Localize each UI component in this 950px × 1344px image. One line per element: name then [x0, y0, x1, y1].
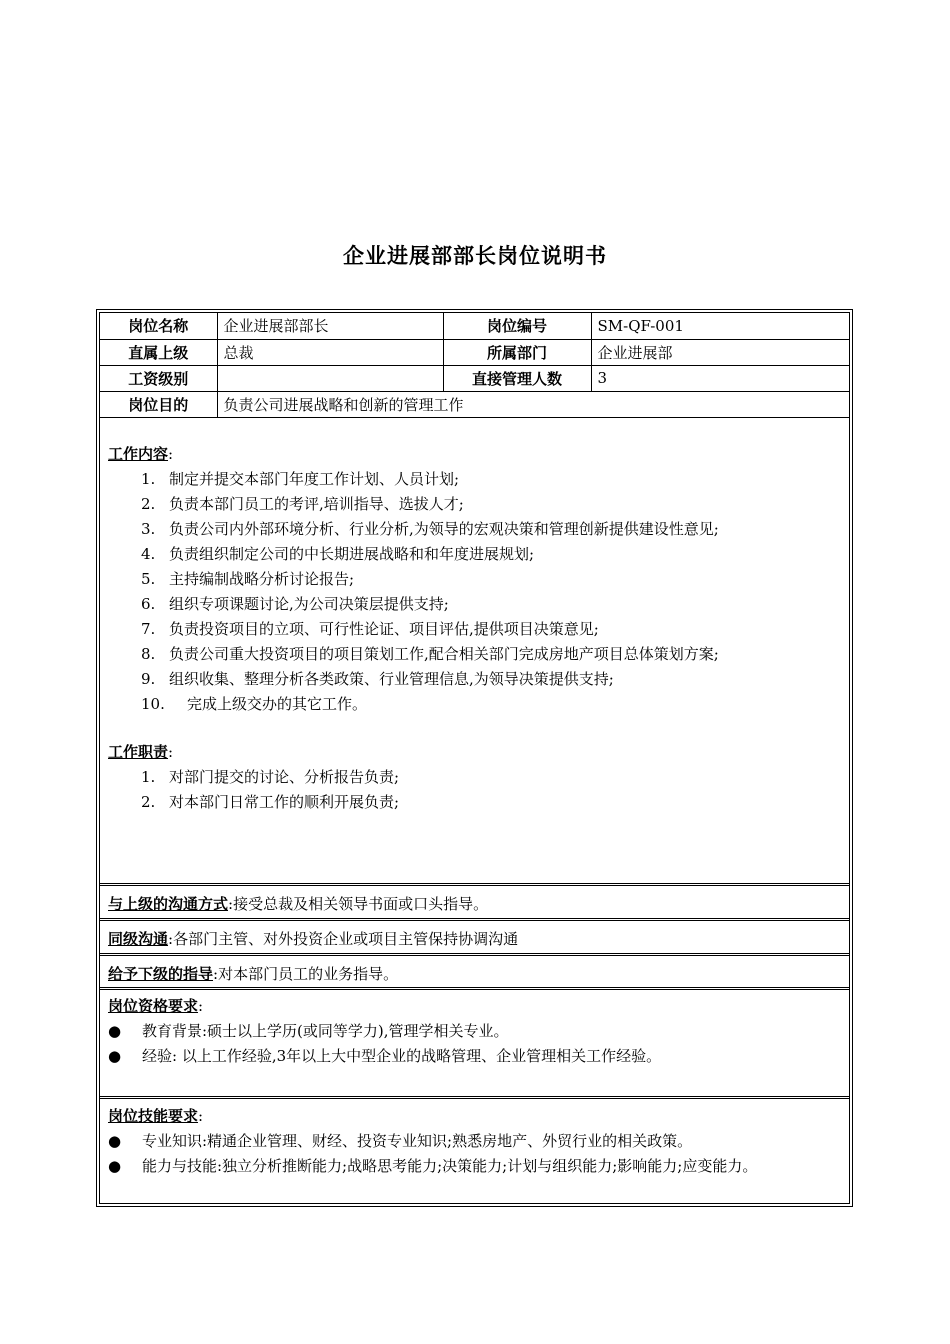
department-value: 企业进展部 [591, 339, 849, 365]
list-item: 2. 对本部门日常工作的顺利开展负责; [141, 793, 400, 811]
duties-heading: 工作职责 [108, 743, 169, 761]
qualifications-colon: : [198, 997, 204, 1015]
qualifications-heading: 岗位资格要求 [108, 997, 199, 1015]
info-row [100, 365, 849, 391]
work-content-heading: 工作内容 [108, 445, 169, 463]
bullet-icon: ● [108, 1022, 122, 1040]
work-content-colon: : [168, 445, 174, 463]
direct-reports-value: 3 [591, 365, 849, 391]
basic-info-table [100, 313, 849, 418]
guidance-down-text: :对本部门员工的业务指导。 [213, 965, 399, 983]
department-label: 所属部门 [443, 339, 591, 365]
qualifications-section [108, 995, 841, 1016]
duties-colon: : [168, 743, 174, 761]
list-item: 3. 负责公司内外部环境分析、行业分析,为领导的宏观决策和管理创新提供建设性意见; [141, 520, 719, 538]
section-divider [100, 987, 849, 990]
list-item: 8. 负责公司重大投资项目的项目策划工作,配合相关部门完成房地产项目总体策划方案; [141, 645, 719, 663]
list-item: 10. 完成上级交办的其它工作。 [141, 695, 368, 713]
list-item: 9. 组织收集、整理分析各类政策、行业管理信息,为领导决策提供支持; [141, 670, 614, 688]
position-name-value: 企业进展部部长 [217, 313, 443, 339]
page-title: 企业进展部部长岗位说明书 [343, 244, 607, 268]
list-item: 6. 组织专项课题讨论,为公司决策层提供支持; [141, 595, 449, 613]
list-item: ● 专业知识:精通企业管理、财经、投资专业知识;熟悉房地产、外贸行业的相关政策。 [108, 1132, 693, 1150]
salary-grade-value [217, 365, 443, 391]
communication-up-section [108, 893, 841, 914]
work-content-section [108, 443, 841, 464]
info-row [100, 391, 849, 417]
communication-up-text: :接受总裁及相关领导书面或口头指导。 [228, 895, 489, 913]
superior-label: 直属上级 [100, 339, 217, 365]
purpose-label: 岗位目的 [100, 391, 217, 417]
job-description-form [96, 309, 853, 1207]
skills-colon: : [198, 1107, 204, 1125]
communication-up-heading: 与上级的沟通方式 [108, 895, 229, 913]
list-item: 1. 制定并提交本部门年度工作计划、人员计划; [141, 470, 460, 488]
position-code-label: 岗位编号 [443, 313, 591, 339]
list-item: 2. 负责本部门员工的考评,培训指导、选拔人才; [141, 495, 464, 513]
bullet-icon: ● [108, 1047, 122, 1065]
purpose-value: 负责公司进展战略和创新的管理工作 [217, 391, 849, 417]
skills-heading: 岗位技能要求 [108, 1107, 199, 1125]
guidance-down-heading: 给予下级的指导 [108, 965, 214, 983]
communication-peer-section [108, 928, 841, 949]
list-item: 7. 负责投资项目的立项、可行性论证、项目评估,提供项目决策意见; [141, 620, 599, 638]
section-divider [100, 918, 849, 921]
guidance-down-section [108, 963, 841, 984]
list-item: 1. 对部门提交的讨论、分析报告负责; [141, 768, 400, 786]
info-row [100, 313, 849, 339]
list-item: ● 能力与技能:独立分析推断能力;战略思考能力;决策能力;计划与组织能力;影响能力;应变能力。 [108, 1157, 758, 1175]
section-divider [100, 883, 849, 886]
form-inner-border [99, 312, 850, 1204]
section-divider [100, 953, 849, 956]
communication-peer-heading: 同级沟通 [108, 930, 169, 948]
list-item: 4. 负责组织制定公司的中长期进展战略和和年度进展规划; [141, 545, 535, 563]
bullet-icon: ● [108, 1157, 122, 1175]
communication-peer-text: :各部门主管、对外投资企业或项目主管保持协调沟通 [168, 930, 519, 948]
position-code-value: SM-QF-001 [591, 313, 849, 339]
duties-section [108, 741, 841, 762]
list-item: 5. 主持编制战略分析讨论报告; [141, 570, 355, 588]
info-row [100, 339, 849, 365]
bullet-icon: ● [108, 1132, 122, 1150]
position-name-label: 岗位名称 [100, 313, 217, 339]
skills-section [108, 1105, 841, 1126]
section-divider [100, 1096, 849, 1099]
superior-value: 总裁 [217, 339, 443, 365]
direct-reports-label: 直接管理人数 [443, 365, 591, 391]
list-item: ● 教育背景:硕士以上学历(或同等学力),管理学相关专业。 [108, 1022, 509, 1040]
salary-grade-label: 工资级别 [100, 365, 217, 391]
list-item: ● 经验: 以上工作经验,3年以上大中型企业的战略管理、企业管理相关工作经验。 [108, 1047, 662, 1065]
